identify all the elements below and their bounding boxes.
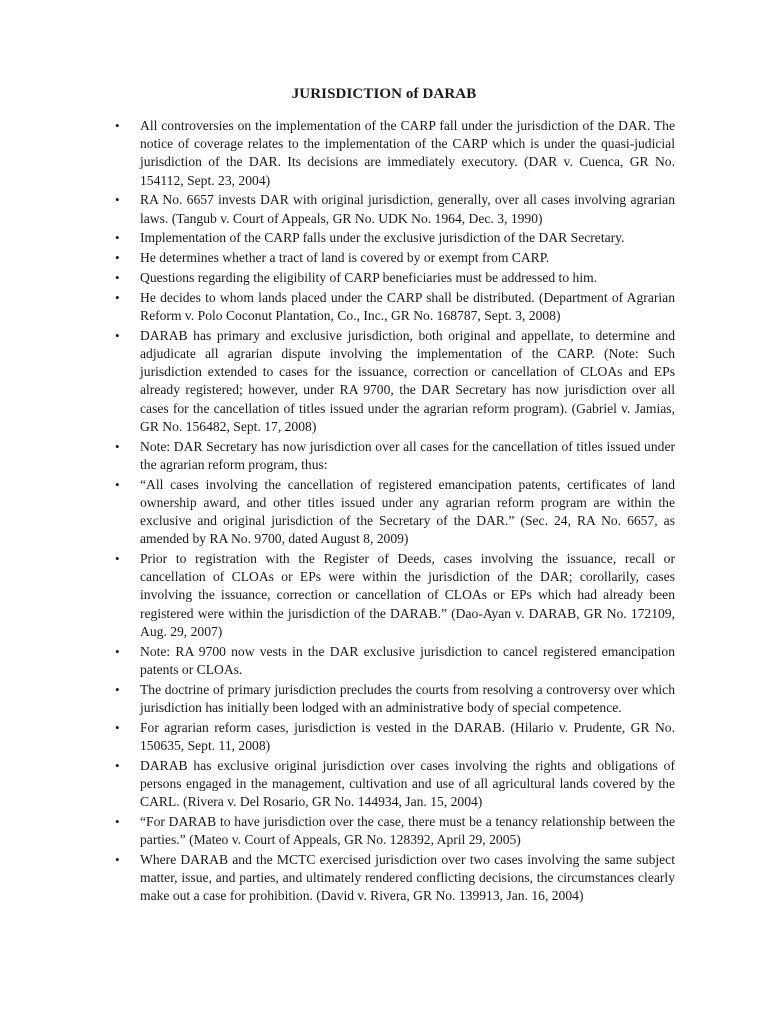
list-item xyxy=(113,719,675,755)
list-item-text: Note: RA 9700 now vests in the DAR exclusive jurisdiction to cancel registered emancipation patents or CLOAs. xyxy=(140,643,675,677)
list-item-text: For agrarian reform cases, jurisdiction is vested in the DARAB. (Hilario v. Prudente, GR No. 150635, Sept. 11, 2008) xyxy=(140,719,675,753)
list-item-text: All controversies on the implementation of the CARP fall under the jurisdiction of the DAR. The notice of coverage relates to the implementation of the CARP which is under the quasi-judicial jurisdiction of the DAR. Its decisions are immediately executory. (DAR v. Cuenca, GR No. 154112, Sept. 23, 2004) xyxy=(140,118,675,188)
list-item-text: Implementation of the CARP falls under the exclusive jurisdiction of the DAR Secretary. xyxy=(140,230,625,246)
bullet-icon: • xyxy=(115,250,120,266)
list-item-text: He determines whether a tract of land is covered by or exempt from CARP. xyxy=(140,250,550,266)
list-item-text: He decides to whom lands placed under the CARP shall be distributed. (Department of Agrarian Reform v. Polo Coconut Plantation, Co., Inc., GR No. 168787, Sept. 3, 2008) xyxy=(140,289,675,323)
bullet-icon: • xyxy=(115,757,120,773)
bullet-icon: • xyxy=(115,327,120,343)
list-item-text: Where DARAB and the MCTC exercised jurisdiction over two cases involving the same subject matter, issue, and parties, and ultimately rendered conflicting decisions, the circumstances clearly make out a case for prohibition. (David v. Rivera, GR No. 139913, Jan. 16, 2004) xyxy=(140,851,675,904)
bullet-icon: • xyxy=(115,851,120,867)
list-item xyxy=(113,438,675,474)
list-item-text: DARAB has exclusive original jurisdiction over cases involving the rights and obligations of persons engaged in the management, cultivation and use of all agricultural lands covered by the CARL. (Rivera v. Del Rosario, GR No. 144934, Jan. 15, 2004) xyxy=(140,757,675,810)
bullet-icon: • xyxy=(115,438,120,454)
list-item xyxy=(113,269,675,287)
list-item xyxy=(113,851,675,906)
document-title: JURISDICTION of DARAB xyxy=(291,86,477,102)
list-item xyxy=(113,289,675,325)
bullet-list xyxy=(113,117,675,907)
bullet-icon: • xyxy=(115,551,120,567)
list-item-text: Prior to registration with the Register of Deeds, cases involving the issuance, recall or cancellation of CLOAs or EPs were within the jurisdiction of the DAR; corollarily, cases involving the issuance, correction or cancellation of CLOAs or EPs which had already been registered were within the jurisdiction of the DARAB.” (Dao-Ayan v. DARAB, GR No. 172109, Aug. 29, 2007) xyxy=(140,551,675,639)
list-item xyxy=(113,550,675,641)
bullet-icon: • xyxy=(115,118,120,133)
bullet-icon: • xyxy=(115,681,120,697)
list-item xyxy=(113,229,675,247)
bullet-icon: • xyxy=(115,230,120,246)
list-item xyxy=(113,117,675,190)
list-item-text: Note: DAR Secretary has now jurisdiction over all cases for the cancellation of titles issued under the agrarian reform program, thus: xyxy=(140,438,675,472)
list-item-text: “For DARAB to have jurisdiction over the case, there must be a tenancy relationship between the parties.” (Mateo v. Court of Appeals, GR No. 128392, April 29, 2005) xyxy=(140,813,675,848)
bullet-icon: • xyxy=(115,813,120,829)
bullet-icon: • xyxy=(115,270,120,285)
list-item xyxy=(113,327,675,436)
list-item-text: “All cases involving the cancellation of registered emancipation patents, certificates of land ownership award, and other titles issued under any agrarian reform program are within the exclusive and original jurisdiction of the Secretary of the DAR.” (Sec. 24, RA No. 6657, as amended by RA No. 9700, dated August 8, 2009) xyxy=(140,476,675,547)
list-item-text: The doctrine of primary jurisdiction precludes the courts from resolving a controversy over which jurisdiction has initially been lodged with an administrative body of special competence. xyxy=(140,681,675,715)
list-item xyxy=(113,813,675,849)
list-item xyxy=(113,191,675,227)
list-item xyxy=(113,476,675,549)
bullet-icon: • xyxy=(115,719,120,735)
bullet-icon: • xyxy=(115,192,120,208)
list-item xyxy=(113,757,675,812)
list-item-text: Questions regarding the eligibility of CARP beneficiaries must be addressed to him. xyxy=(140,270,598,285)
bullet-icon: • xyxy=(115,643,120,659)
list-item-text: RA No. 6657 invests DAR with original jurisdiction, generally, over all cases involving agrarian laws. (Tangub v. Court of Appeals, GR No. UDK No. 1964, Dec. 3, 1990) xyxy=(140,192,675,226)
list-item xyxy=(113,643,675,679)
list-item xyxy=(113,681,675,717)
list-item xyxy=(113,249,675,267)
bullet-icon: • xyxy=(115,476,120,492)
bullet-icon: • xyxy=(115,289,120,305)
list-item-text: DARAB has primary and exclusive jurisdiction, both original and appellate, to determine and adjudicate all agrarian dispute involving the implementation of the CARP. (Note: Such jurisdiction extended to cases for the issuance, correction or cancellation of CLOAs and EPs already registered; however, under RA 9700, the DAR Secretary has now jurisdiction over all cases for the cancellation of titles issued under the agrarian reform program). (Gabriel v. Jamias, GR No. 156482, Sept. 17, 2008) xyxy=(140,327,675,434)
